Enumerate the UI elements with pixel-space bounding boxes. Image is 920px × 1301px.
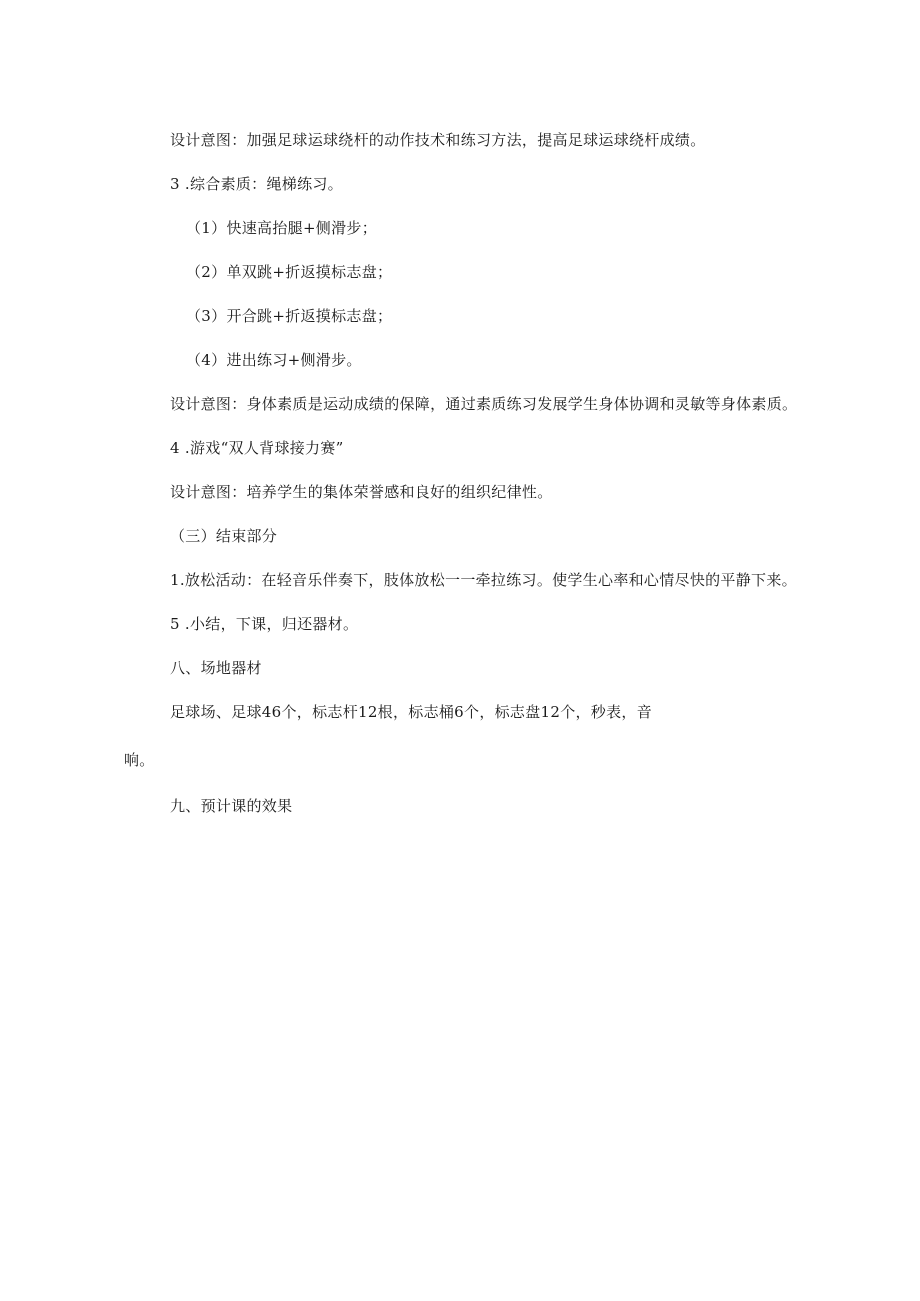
list-item: （3）开合跳+折返摸标志盘； (186, 307, 393, 325)
list-item: （4）进出练习+侧滑步。 (186, 351, 362, 369)
section-heading: （三）结束部分 (170, 527, 278, 545)
paragraph-continuation: 响。 (124, 751, 155, 769)
section-heading: 5 .小结，下课，归还器材。 (170, 615, 359, 633)
section-heading: 3 .综合素质：绳梯练习。 (170, 175, 343, 193)
section-heading: 八、场地器材 (170, 659, 262, 677)
list-item: （1）快速高抬腿+侧滑步； (186, 219, 378, 237)
design-intent-paragraph: 设计意图：培养学生的集体荣誉感和良好的组织纪律性。 (170, 483, 553, 501)
list-item: （2）单双跳+折返摸标志盘； (186, 263, 393, 281)
paragraph: 1.放松活动：在轻音乐伴奏下，肢体放松一一牵拉练习。使学生心率和心情尽快的平静下来。 (170, 571, 797, 589)
section-heading: 九、预计课的效果 (170, 797, 293, 815)
design-intent-paragraph: 设计意图：加强足球运球绕杆的动作技术和练习方法，提高足球运球绕杆成绩。 (170, 131, 706, 149)
design-intent-paragraph: 设计意图：身体素质是运动成绩的保障，通过素质练习发展学生身体协调和灵敏等身体素质。 (170, 395, 798, 413)
paragraph: 足球场、足球46个，标志杆12根，标志桶6个，标志盘12个，秒表，音 (170, 703, 653, 721)
section-heading: 4 .游戏“双人背球接力赛” (170, 439, 344, 457)
